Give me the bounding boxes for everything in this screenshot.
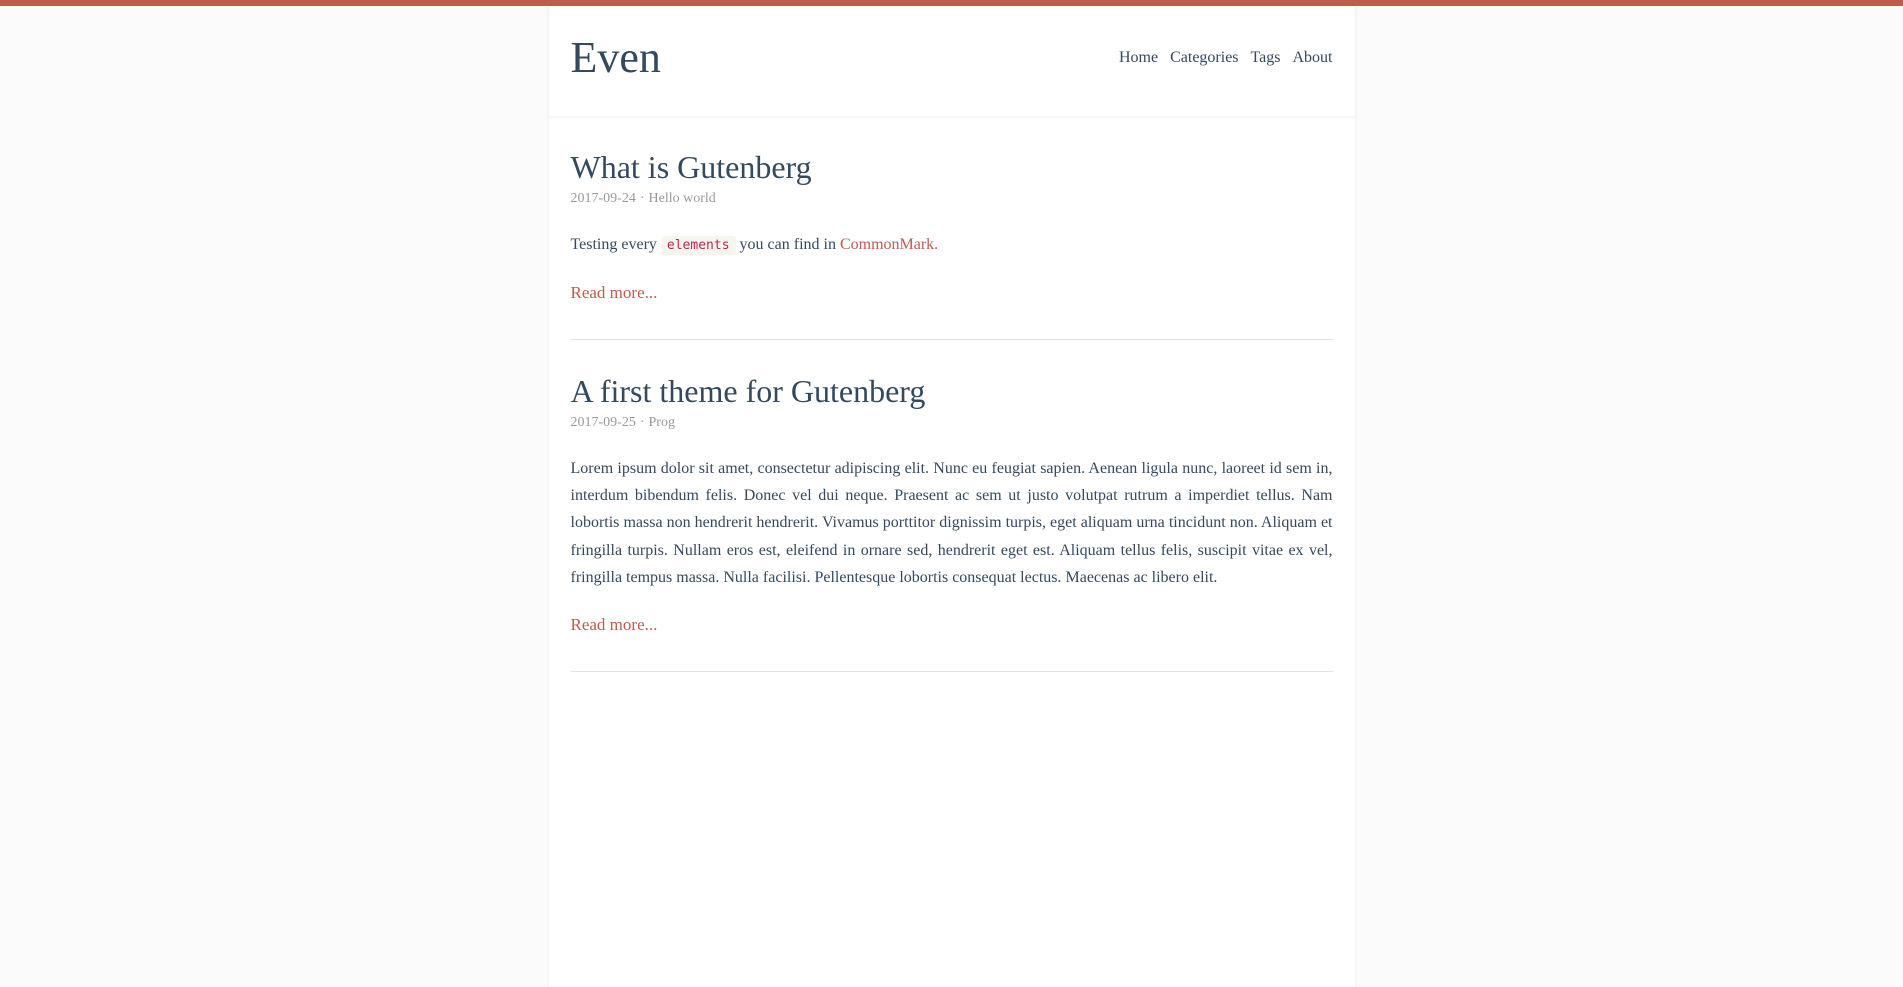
accent-text: . bbox=[934, 236, 939, 254]
post-category[interactable]: Prog bbox=[648, 414, 675, 430]
main-nav bbox=[1119, 49, 1333, 67]
post-date: 2017-09-25 bbox=[570, 414, 636, 430]
inline-code: elements bbox=[661, 236, 736, 255]
nav-link-about[interactable]: About bbox=[1292, 49, 1333, 66]
site-header bbox=[549, 6, 1355, 116]
nav-link-home[interactable]: Home bbox=[1118, 49, 1159, 66]
summary-text-segment: Testing every bbox=[570, 236, 661, 254]
post-divider bbox=[571, 671, 1333, 672]
post-category[interactable]: Hello world bbox=[648, 191, 716, 207]
meta-separator: · bbox=[639, 414, 645, 430]
page-container bbox=[549, 6, 1355, 987]
read-more-link[interactable]: Read more... bbox=[570, 282, 658, 302]
post-summary-text bbox=[571, 455, 1333, 591]
post-title[interactable]: What is Gutenberg bbox=[570, 149, 812, 185]
post-title[interactable]: A first theme for Gutenberg bbox=[570, 372, 926, 409]
summary-text-segment: Lorem ipsum dolor sit amet, consectetur adipiscing elit. Nunc eu feugiat sapien. Aenean ligula nunc, laoreet id sem in, interdum bibendum felis. Donec vel dui neque. Praesent ac sem ut justo volutpat rutrum a imperdiet tellus. Nam lobortis massa non hendrerit hendrerit. Vivamus porttitor dignissim turpis, eget aliquam urna tincidunt non. Aliquam et fringilla turpis. Nullam eros est, eleifend in ornare sed, hendrerit eget est. Aliquam tellus felis, suscipit vitae ex vel, fringilla tempus massa. Nulla facilisi. Pellentesque lobortis consequat lectus. Maecenas ac libero elit. bbox=[570, 459, 1333, 586]
post-summary-item bbox=[571, 116, 1333, 303]
post-date: 2017-09-24 bbox=[570, 191, 636, 207]
post-summary-text bbox=[571, 231, 1333, 258]
read-more-link[interactable]: Read more... bbox=[570, 614, 658, 634]
nav-link-tags[interactable]: Tags bbox=[1250, 49, 1281, 66]
inline-link[interactable]: CommonMark bbox=[839, 236, 935, 254]
post-meta bbox=[571, 191, 1333, 207]
site-logo[interactable]: Even bbox=[570, 33, 661, 82]
post-list bbox=[549, 116, 1355, 732]
post-meta bbox=[571, 415, 1333, 431]
summary-text-segment: you can find in bbox=[735, 236, 840, 254]
nav-link-categories[interactable]: Categories bbox=[1170, 49, 1239, 66]
post-summary-item bbox=[571, 340, 1333, 635]
meta-separator: · bbox=[639, 191, 645, 207]
